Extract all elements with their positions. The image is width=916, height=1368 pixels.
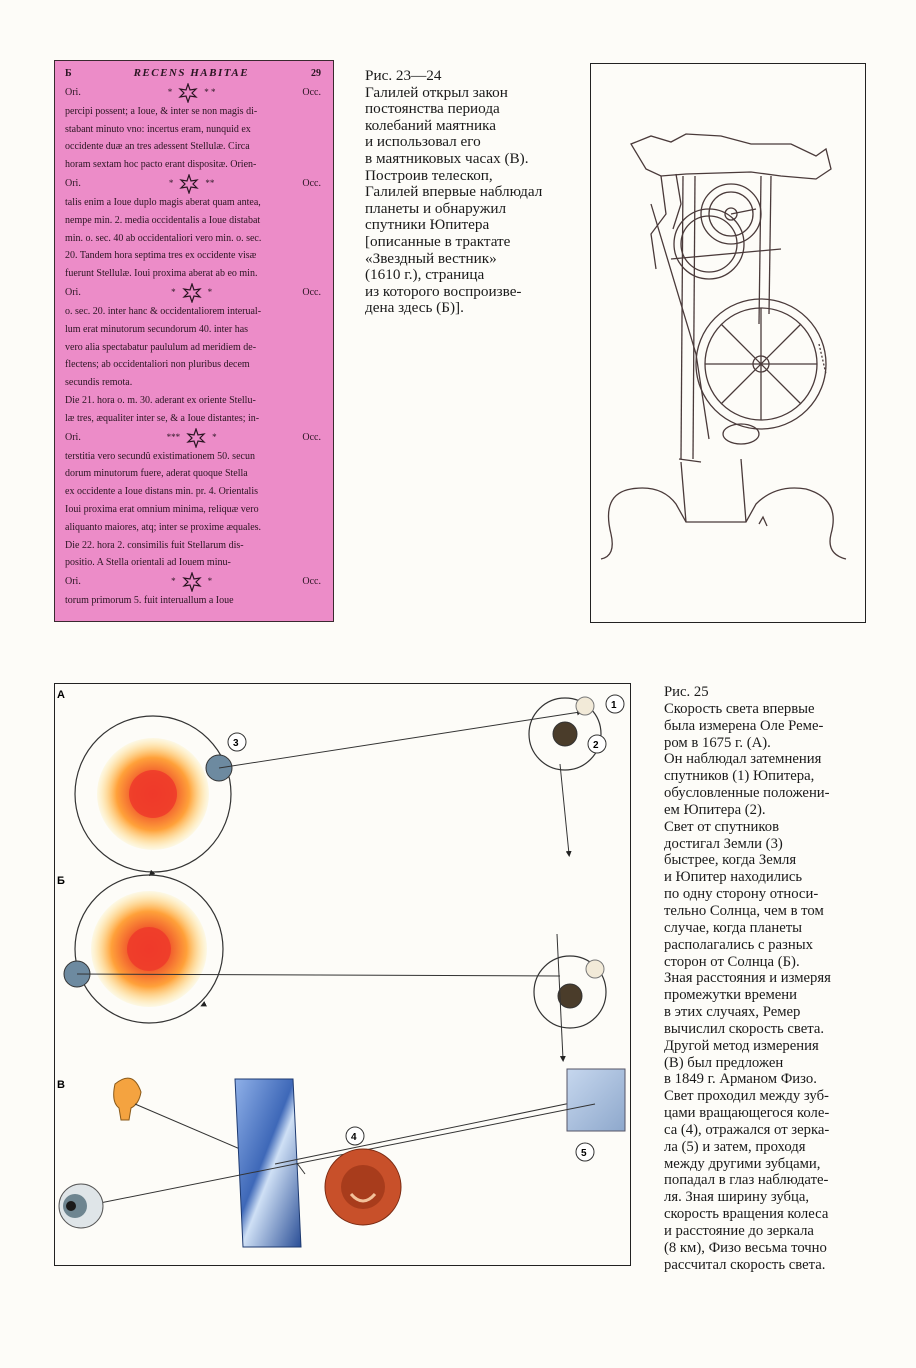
caption-line: (В) был предложен [664,1054,784,1071]
jupiter-configuration-row [65,174,321,194]
caption-line: Зная расстояния и измеряя [664,970,831,987]
latin-text-line: terstitia vero secundû existimationem 50. secun [65,450,255,462]
caption-line: спутников (1) Юпитера, [664,768,815,785]
caption-line: цами вращающегося коле- [664,1105,830,1122]
pendulum-clock-drawing [590,63,866,623]
caption-line: спутники Юпитера [365,216,490,234]
jupiter-star-icon [186,428,206,448]
satellite-marks-after: * [212,431,217,442]
latin-text-line: percipi possent; a Ioue, & inter se non magis di- [65,105,258,117]
distant-mirror [567,1069,625,1131]
caption-line: обусловленные положени- [664,785,830,802]
latin-text-line: ex occidente a Ioue distans min. pr. 4. Orientalis [65,486,259,498]
latin-page-header [65,65,321,83]
latin-page-number: 29 [311,68,321,79]
caption-line: между другими зубцами, [664,1155,821,1172]
jupiter-star-icon [179,174,199,194]
jupiter-configuration-row [65,83,321,103]
latin-text-line: positio. A Stella orientali ad Iouem minu- [65,557,231,569]
num-3: 3 [233,738,239,749]
panel-b-label: Б [57,875,65,887]
latin-text-line: fuerunt Stellulæ. Ioui proxima aberat ab eo min. [65,268,258,280]
jupiter-star-icon [182,283,202,303]
num-4: 4 [351,1132,357,1143]
latin-text-line: aliquanto maiores, atq; inter se proxime æquales. [65,521,262,533]
satellite-b [586,960,604,978]
caption-line: ла (5) и затем, проходя [664,1138,806,1155]
satellite-a [576,697,594,715]
diagram-svg [55,684,629,1264]
latin-text-line: talis enim a Ioue duplo magis aberat quam antea, [65,196,261,208]
caption-line: в этих случаях, Ремер [664,1004,801,1021]
caption-line: случае, когда планеты [664,919,803,936]
latin-text-line: Die 22. hora 2. consimilis fuit Stellarum dis- [65,539,244,551]
caption-line: ем Юпитера (2). [664,801,766,818]
clock-base [609,488,847,559]
caption-line: (8 км), Физо весьма точно [664,1239,827,1256]
caption-line: тельно Солнца, чем в том [664,902,824,919]
caption-line: Скорость света впервые [664,700,815,717]
caption-line: быстрее, когда Земля [664,852,797,869]
caption-line: из которого воспроизве- [365,282,522,300]
caption-line: Галилей впервые наблюдал [365,183,543,201]
latin-text-line: torum primorum 5. fuit interuallum a Ioue [65,595,234,607]
latin-text-line: occidente duæ an tres adessent Stellulæ. Circa [65,141,250,153]
latin-page-title: RECENS HABITAE [133,67,250,79]
occ-label: Occ. [302,178,321,190]
caption-line: Свет от спутников [664,818,780,835]
caption-line: Свет проходил между зуб- [664,1088,829,1105]
latin-page-facsimile [54,60,334,622]
jupiter-star-icon [182,572,202,592]
satellite-marks-after: ** [205,178,215,189]
ori-label: Ori. [65,576,81,588]
satellite-marks-before: *** [166,431,181,442]
caption-line: Построив телескоп, [365,166,493,184]
latin-text-line: o. sec. 20. inter hanc & occidentaliorem interual- [65,305,262,317]
latin-text-line: flectens; ab occidentaliori non pluribus decem [65,359,250,371]
satellite-marks-after: * * [204,86,216,97]
num-2: 2 [593,740,599,751]
ori-label: Ori. [65,86,81,98]
caption-line: Он наблюдал затемнения [664,751,822,768]
ori-label: Ori. [65,287,81,299]
num-1: 1 [611,700,617,711]
latin-text-line: nempe min. 2. media occidentalis a Ioue distabat [65,214,261,226]
jupiter-a [553,722,577,746]
observer-eye [59,1184,103,1228]
caption-line: [описанные в трактате [365,232,511,250]
caption-line: и использовал его [365,133,481,151]
caption-line: была измерена Оле Реме- [664,717,824,734]
jupiter-configuration-row [65,283,321,303]
caption-line: планеты и обнаружил [365,199,507,217]
latin-text-line: 20. Tandem hora septima tres ex occidente visæ [65,250,257,262]
light-bulb [114,1078,141,1120]
caption-line: колебаний маятника [365,116,496,134]
occ-label: Occ. [302,576,321,588]
satellite-marks-after: * [207,576,213,587]
latin-text-line: Ioui proxima erat omnium minima, reliquæ vero [65,503,259,515]
panel-c-label: В [57,1079,65,1091]
toothed-wheel [325,1149,401,1225]
caption-line: и Юпитер находились [664,869,803,886]
latin-text-line: min. o. sec. 40 ab occidentaliori vero min. o. sec. [65,232,262,244]
pendulum-clock-svg [591,64,864,621]
occ-label: Occ. [302,86,321,98]
caption-line: в 1849 г. Арманом Физо. [664,1071,817,1088]
caption-line: по одну сторону относи- [664,886,819,903]
latin-text-line: lum erat minutorum secundorum 40. inter has [65,323,249,335]
half-silvered-mirror [235,1079,301,1247]
ori-label: Ori. [65,431,81,443]
caption-fig-25 [664,684,831,1274]
clock-weight [723,424,759,444]
latin-text-line: secundis remota. [65,377,133,389]
light-speed-diagram [54,683,631,1266]
caption-line: дена здесь (Б)]. [365,299,464,317]
caption-line: достигал Земли (3) [664,835,783,852]
caption-line: «Звездный вестник» [365,249,497,267]
latin-text-line: Die 21. hora o. m. 30. aderant ex oriente Stellu- [65,394,256,406]
caption-line: са (4), отражался от зерка- [664,1121,830,1138]
caption-line: ром в 1675 г. (А). [664,734,771,751]
caption-bottom-lines [664,684,831,1274]
occ-label: Occ. [302,431,321,443]
caption-line: располагались с разных [664,936,813,953]
caption-fig-23-24 [365,68,542,317]
occ-label: Occ. [302,287,321,299]
caption-line: Галилей открыл закон [365,83,508,101]
panel-a-label: А [57,689,65,701]
caption-line: рассчитал скорость света. [664,1256,826,1273]
caption-line: ля. Зная ширину зубца, [664,1189,810,1206]
caption-top-lines [365,68,542,317]
latin-text-line: horam sextam hoc pacto erant dispositæ. Orien- [65,159,257,171]
caption-line: Рис. 25 [664,684,709,700]
satellite-marks-before: * [171,287,176,298]
jupiter-configuration-row [65,428,321,448]
jupiter-b [558,984,582,1008]
caption-line: в маятниковых часах (В). [365,149,529,167]
caption-line: сторон от Солнца (Б). [664,953,800,970]
satellite-marks-after: * [207,287,213,298]
satellite-marks-before: * [167,86,173,97]
latin-text-line: stabant minuto vno: incertus eram, nunquid ex [65,123,251,135]
latin-page-label: Б [65,68,72,79]
caption-line: Другой метод измерения [664,1037,819,1054]
latin-page-body [65,83,321,610]
latin-text-line: dorum minutorum fuere, aderat quoque Stella [65,468,248,480]
caption-line: постоянства периода [365,100,500,118]
caption-line: и расстояние до зеркала [664,1223,814,1239]
satellite-marks-before: * [171,576,176,587]
caption-line: вычислил скорость света. [664,1020,825,1037]
latin-text-line: vero alia spectabatur paululum ad meridiem de- [65,341,257,353]
clock-top-bracket [631,134,831,179]
caption-line: (1610 г.), страница [365,266,485,284]
jupiter-star-icon [178,83,198,103]
ori-label: Ori. [65,178,81,190]
caption-line: Рис. 23—24 [365,67,442,84]
caption-line: промежутки времени [664,987,797,1004]
satellite-marks-before: * [168,178,174,189]
jupiter-configuration-row [65,572,321,592]
num-5: 5 [581,1148,587,1159]
latin-text-line: læ tres, æqualiter inter se, & a Ioue distantes; in- [65,412,260,424]
caption-line: попадал в глаз наблюдате- [664,1172,829,1189]
caption-line: скорость вращения колеса [664,1206,829,1223]
